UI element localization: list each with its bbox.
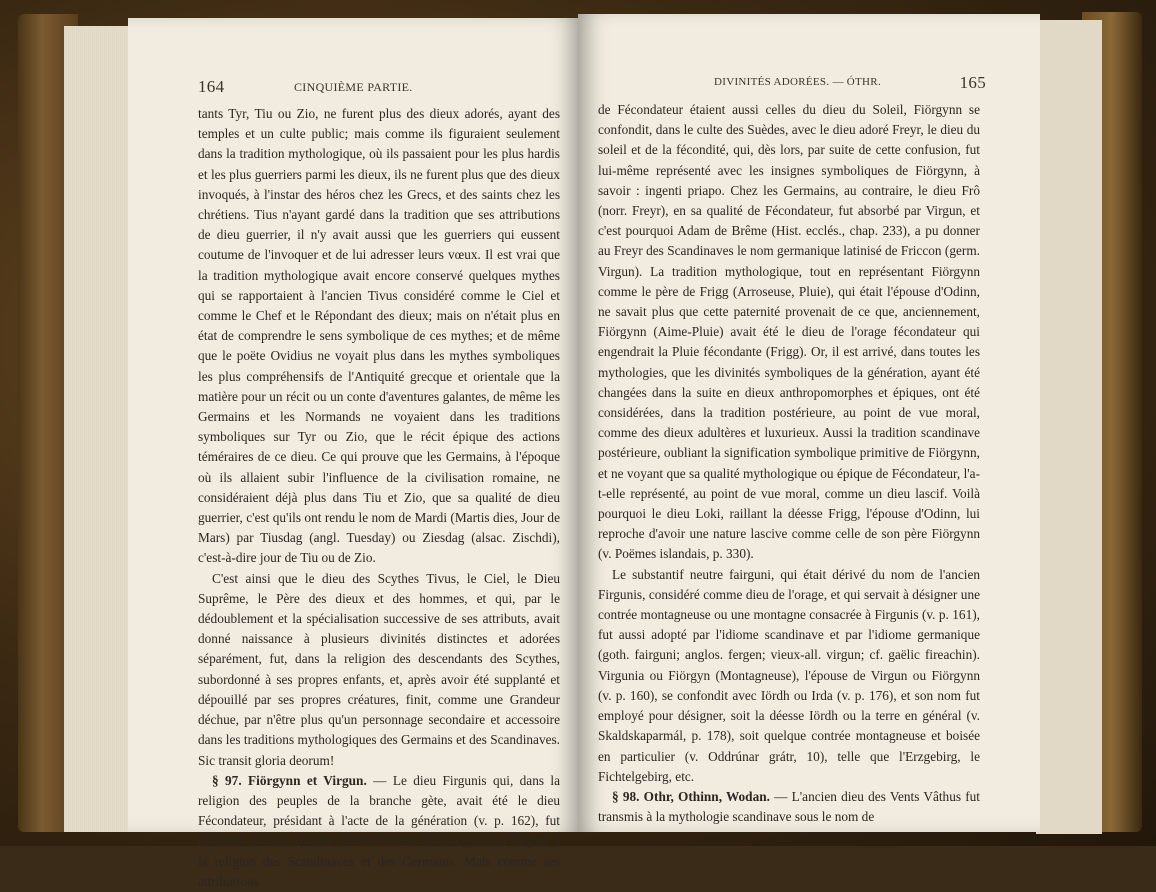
page-number: 164 — [198, 77, 225, 96]
left-page — [128, 18, 580, 889]
paragraph: Le substantif neutre fairguni, qui était dérivé du nom de l'ancien Firgunis, considéré comme dieu de l'orage, et qui servait à désigner une contrée montagneuse ou une montagne consacrée à Firgunis (v. p. 161), fut aussi adopté par l'idiome scandinave et par l'idiome germanique (goth. fairguni; anglos. fergen; vieux-all. virgun; cf. gaëlic fireachin). Virgunia ou Fiörgyn (Montagneuse), l'épouse de Virgun ou Fiörgynn (v. p. 160), se confondit avec Iördh ou Irda (v. p. 176), et son nom fut employé pour désigner, soit la déesse Iördh ou la terre en général (v. Skaldskaparmál, p. 178), soit quelque contrée montagneuse et boisée en particulier (v. Oddrúnar grátr, 10), telle que l'Erzgebirg, le Fichtelgebirg, etc. — [598, 566, 980, 784]
paragraph: de Fécondateur étaient aussi celles du dieu du Soleil, Fiörgynn se confondit, dans le culte des Suèdes, avec le dieu adoré Freyr, le dieu du soleil et de la fécondité, qui, dès lors, par suite de cette confusion, fut lui-même représenté avec les insignes symboliques de Fiörgynn, à savoir : ingenti priapo. Chez les Germains, au contraire, le dieu Frô (norr. Freyr), en sa qualité de Fécondateur, fut absorbé par Virgun, et c'est pourquoi Adam de Brême (Hist. ecclés., chap. 233), a pu donner au Freyr des Scandinaves le nom germanique latinisé de Friccon (germ. Virgun). La tradition mythologique, tout en représentant Fiörgynn comme le père de Frigg (Arroseuse, Pluie), qui était l'épouse d'Odinn, ne savait plus que cette paternité provenait de ce que, anciennement, Fiörgynn (Aime-Pluie) avait été le dieu de l'orage fécondateur qui engendrait la Pluie fécondante (Frigg). Or, il est arrivé, dans toutes les mythologies, que les divinités symboliques de la génération, ayant été changées dans la suite en dieux anthropomorphes et épiques, ont été considérées, dans la tradition postérieure, au point de vue moral, comme des dieux adultères et luxurieux. Aussi la tradition scandinave postérieure, oubliant la signification symbolique primitive de Fiörgynn, et ne voyant que sa qualité mythologique ou épique de Fécondateur, l'a-t-elle représenté, au point de vue moral, comme un dieu lascif. Voilà pourquoi le dieu Loki, raillant la déesse Frigg, l'épouse d'Odinn, lui reproche d'avoir une nature lascive comme celle de son père Fiörgynn (v. Poëmes islandais, p. 330). — [598, 102, 980, 562]
right-page-body — [598, 100, 980, 827]
page-edges-right — [1036, 20, 1102, 834]
right-page — [578, 14, 1040, 832]
running-header: DIVINITÉS ADORÉES. — ÓTHR. — [714, 76, 881, 88]
section-text: — L'ancien dieu des Vents Vâthus fut transmis à la mythologie scandinave sous le nom de — [598, 788, 980, 825]
paragraph: C'est ainsi que le dieu des Scythes Tivus, le Ciel, le Dieu Suprême, le Père des dieux et des hommes, et qui, par le dédoublement et la spécialisation successive de ses attributs, avait donné naissance à plusieurs divinités distinctes et adorées séparément, fut, dans la religion des descendants des Scythes, subordonné à ses propres enfants, et, après avoir été supplanté et dépouillé par ses propres créatures, finit, comme une Grandeur déchue, par n'être plus qu'un personnage secondaire et accessoire dans les traditions mythologiques des Germains et des Scandinaves. Sic transit gloria deorum! — [198, 570, 560, 768]
paragraph: tants Tyr, Tiu ou Zio, ne furent plus des dieux adorés, ayant des temples et un culte public; mais comme ils figuraient seulement dans la tradition mythologique, où ils passaient pour les plus hardis et les plus guerriers parmi les dieux, ils ne furent plus que des dieux invoqués, à l'instar des héros chez les Grecs, et des saints chez les chrétiens. Tius n'ayant gardé dans la tradition que ses attributions de dieu guerrier, il n'y avait aussi que les guerriers qui eussent coutume de l'invoquer et de lui adresser leurs vœux. Il est vrai que la tradition mythologique avait encore conservé quelques mythes qui se rapportaient à l'ancien Tivus considéré comme le Ciel et comme le Chef et le Répondant des dieux; mais on n'était plus en état de comprendre le sens symbolique de ces mythes; et de même que le poëte Ovidius ne voyait plus dans les mythes symboliques les plus compréhensifs de l'Antiquité grecque et orientale que la matière pour un récit ou un conte d'aventures galantes, de même les Germains et les Normands ne voyaient dans les traditions symboliques sur Tyr ou Zio, que le récit épique des actions téméraires de ce dieu. Ce qui prouve que les Germains, à l'époque où ils allaient subir l'influence de la civilisation romaine, ne considéraient déjà plus dans Tiu et Zio, que sa qualité de dieu guerrier, c'est qu'ils ont rendu le nom de Mardi (Martis dies, Jour de Mars) par Tiusdag (angl. Tuesday) ou Ziesdag (alsac. Zischdi), c'est-à-dire jour de Tiu ou de Zio. — [198, 106, 560, 566]
section-heading: § 97. Fiörgynn et Virgun. — [212, 772, 367, 788]
section-text: — Le dieu Firgunis qui, dans la religion des peuples de la branche gète, avait été le dieu Fécondateur, présidant à l'acte de la génération (v. p. 162), fut transmis, en cette qualité, et sous le nom de Fiörgynn ou Virgun, à la religion des Scandinaves et des Germains. Mais comme ses attributions — [198, 772, 560, 889]
page-edges-left — [64, 26, 136, 832]
section-98 — [598, 787, 980, 827]
page-number: 165 — [959, 73, 986, 92]
left-page-body — [198, 104, 560, 892]
running-header: CINQUIÈME PARTIE. — [294, 80, 413, 94]
section-97 — [198, 771, 560, 892]
section-heading: § 98. Othr, Othinn, Wodan. — [612, 788, 770, 804]
